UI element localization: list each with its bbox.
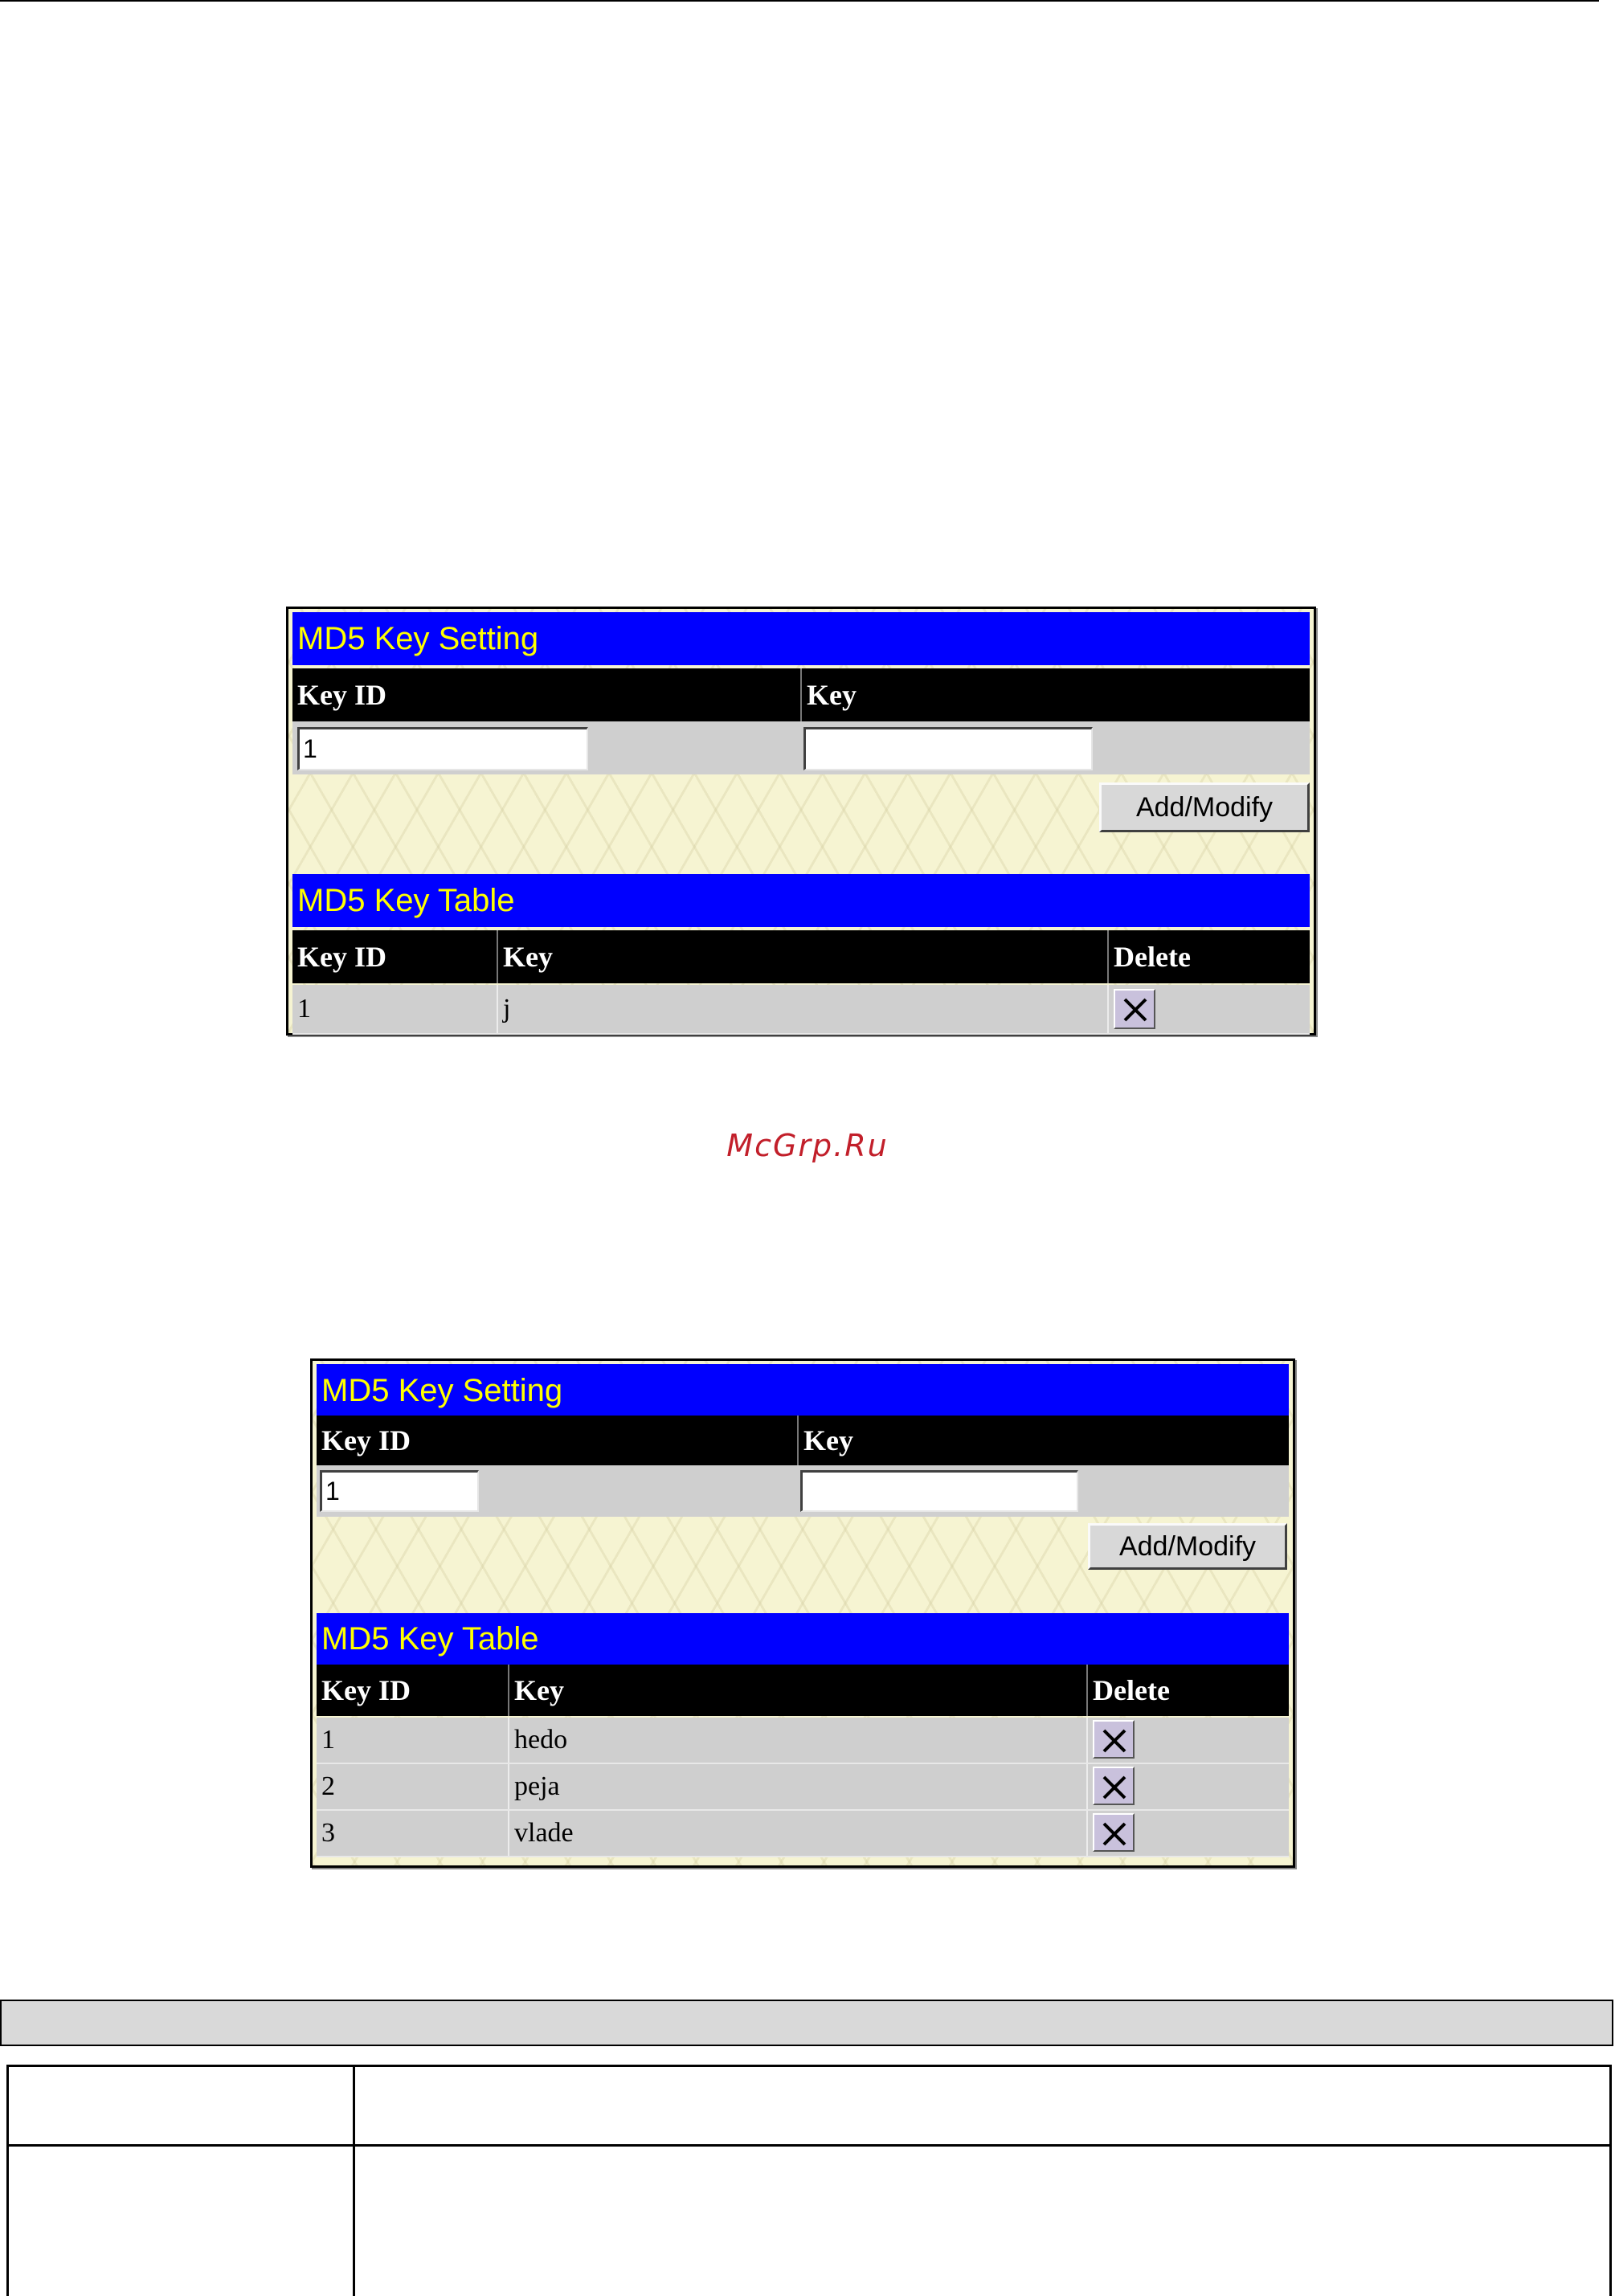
table-row (317, 1718, 1289, 1764)
delete-button[interactable] (1093, 1813, 1135, 1852)
setting-input-row (317, 1465, 1289, 1517)
delete-x-icon (1101, 1820, 1128, 1848)
row-key: j (497, 985, 1107, 1033)
table-header-delete: Delete (1086, 1665, 1289, 1716)
key-id-input[interactable] (297, 727, 588, 770)
delete-x-icon (1122, 996, 1149, 1023)
delete-x-icon (1101, 1774, 1128, 1801)
parameter-table (6, 2065, 1612, 2296)
table-header-row (292, 930, 1310, 983)
row-delete-cell (1086, 1764, 1289, 1809)
panel-2-content (317, 1364, 1289, 1862)
row-key: peja (508, 1764, 1086, 1809)
key-input[interactable] (803, 727, 1093, 770)
md5-key-setting-title: MD5 Key Setting (292, 612, 1310, 665)
row-key-id: 2 (321, 1771, 335, 1801)
parameter-table-header (0, 2000, 1613, 2046)
delete-x-icon (1101, 1727, 1128, 1755)
table-header-delete: Delete (1107, 930, 1310, 983)
delete-button[interactable] (1114, 989, 1155, 1029)
md5-key-table-title: MD5 Key Table (317, 1613, 1289, 1665)
row-key-id: 1 (321, 1725, 335, 1755)
md5-key-setting-title: MD5 Key Setting (317, 1364, 1289, 1417)
watermark-text: McGrp.Ru (726, 1128, 889, 1163)
setting-input-row (292, 721, 1310, 774)
table-header-key-id: Key ID (321, 1674, 411, 1706)
row-key-id: 3 (321, 1818, 335, 1848)
key-id-input[interactable] (320, 1470, 479, 1512)
row-delete-cell (1086, 1718, 1289, 1763)
add-modify-button[interactable]: Add/Modify (1099, 782, 1310, 832)
delete-button[interactable] (1093, 1720, 1135, 1759)
table-row (317, 1811, 1289, 1857)
row-key-id: 1 (297, 994, 311, 1023)
table-header-key: Key (497, 930, 1107, 983)
row-key: vlade (508, 1811, 1086, 1856)
setting-header-key-id: Key ID (321, 1424, 411, 1456)
table-header-key: Key (508, 1665, 1086, 1716)
table-header-key-id: Key ID (297, 941, 386, 973)
page-top-rule (0, 0, 1599, 2)
row-delete-cell (1107, 985, 1310, 1033)
setting-header-key: Key (800, 668, 1310, 721)
add-modify-button[interactable]: Add/Modify (1088, 1523, 1287, 1570)
parameter-table-row-divider (9, 2144, 1609, 2147)
setting-header-row (317, 1416, 1289, 1465)
row-key: hedo (508, 1718, 1086, 1763)
setting-header-key-id: Key ID (297, 679, 386, 711)
table-row (317, 1764, 1289, 1811)
panel-1-content (292, 612, 1310, 1030)
row-delete-cell (1086, 1811, 1289, 1856)
table-row (292, 985, 1310, 1035)
md5-key-table-title: MD5 Key Table (292, 874, 1310, 927)
md5-key-panel-1 (286, 607, 1316, 1036)
key-input[interactable] (800, 1470, 1078, 1512)
delete-button[interactable] (1093, 1767, 1135, 1805)
table-header-row (317, 1665, 1289, 1716)
parameter-table-column-divider (353, 2067, 355, 2296)
setting-header-row (292, 668, 1310, 721)
md5-key-panel-2 (310, 1358, 1295, 1868)
setting-header-key: Key (797, 1416, 1289, 1465)
